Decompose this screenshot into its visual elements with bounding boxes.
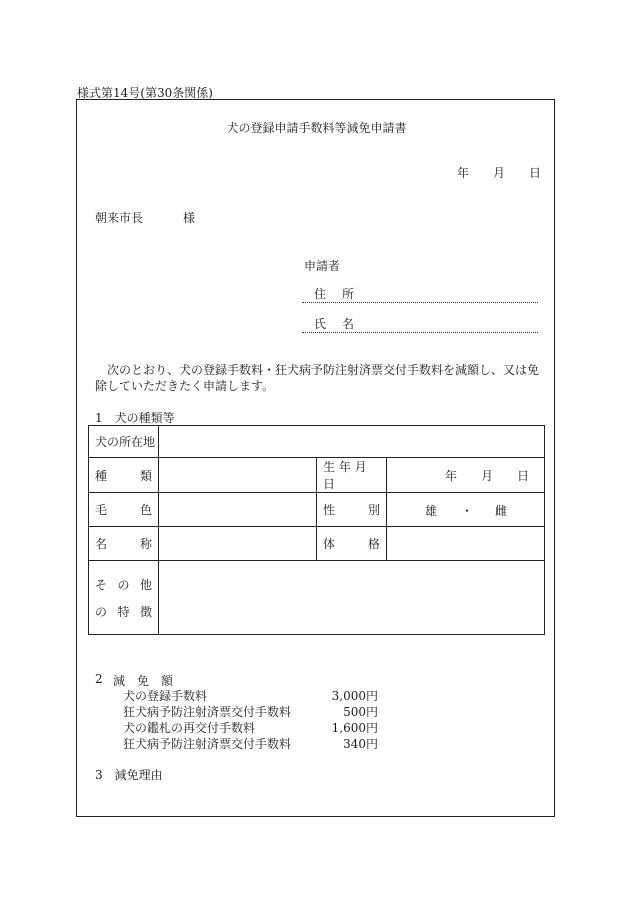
name-label-2: 名 <box>342 317 355 331</box>
coat-label: 毛 色 <box>89 493 159 527</box>
sex-female-option[interactable]: 雌 <box>495 503 508 518</box>
sex-male-option[interactable]: 雄 <box>425 503 438 518</box>
dog-name-value[interactable] <box>159 527 317 561</box>
build-label: 体 格 <box>317 527 387 561</box>
fee-row <box>123 687 378 703</box>
name-label-1: 氏 <box>314 317 327 331</box>
build-value[interactable] <box>387 527 545 561</box>
birth-year-label: 年 <box>445 469 458 483</box>
other-features-value[interactable] <box>159 561 545 635</box>
fee-name: 犬の登録手数料 <box>123 689 208 703</box>
fee-amount: 340円 <box>343 737 378 751</box>
fee-amount: 500円 <box>343 705 378 719</box>
applicant-label: 申請者 <box>304 259 341 273</box>
fee-row <box>123 735 378 751</box>
birth-month-label: 月 <box>481 469 494 483</box>
address-label-1: 住 <box>314 287 327 301</box>
location-value[interactable] <box>159 426 545 458</box>
birth-label: 生 年 月 日 <box>317 458 387 493</box>
fee-name: 狂犬病予防注射済票交付手数料 <box>123 737 292 751</box>
other-features-label: そ の 他 の 特 徴 <box>89 561 159 635</box>
request-statement: 次のとおり、犬の登録手数料・狂犬病予防注射済票交付手数料を減額し、又は免除していただきたく申請します。 <box>95 363 540 393</box>
date-day-label: 日 <box>529 166 542 180</box>
form-frame <box>76 99 555 817</box>
section3-title: 3 減免理由 <box>95 768 163 782</box>
coat-value[interactable] <box>159 493 317 527</box>
fee-name: 狂犬病予防注射済票交付手数料 <box>123 705 292 719</box>
fee-name: 犬の鑑札の再交付手数料 <box>123 721 256 735</box>
sex-options[interactable] <box>387 493 545 527</box>
form-number: 様式第14号(第30条関係) <box>77 86 213 100</box>
breed-value[interactable] <box>159 458 317 493</box>
fee-row <box>123 703 378 719</box>
location-label: 犬の所在地 <box>89 426 159 458</box>
birth-value[interactable] <box>387 458 545 493</box>
section1-title: 1 犬の種類等 <box>95 411 175 425</box>
address-field[interactable] <box>302 284 538 303</box>
date-month-label: 月 <box>493 166 506 180</box>
addressee: 朝来市長 <box>95 211 144 225</box>
form-title: 犬の登録申請手数料等減免申請書 <box>226 121 407 135</box>
sex-label: 性 別 <box>317 493 387 527</box>
date-year-label: 年 <box>457 166 470 180</box>
section2-title: 2 減 免 額 <box>95 672 174 688</box>
dog-info-table <box>88 425 545 635</box>
breed-label: 種 類 <box>89 458 159 493</box>
dog-name-label: 名 称 <box>89 527 159 561</box>
honorific: 様 <box>183 211 196 225</box>
address-label-2: 所 <box>342 287 355 301</box>
fee-row <box>123 719 378 735</box>
name-field[interactable] <box>302 314 538 333</box>
birth-day-label: 日 <box>517 469 530 483</box>
sex-separator: ・ <box>461 503 474 518</box>
fee-amount: 3,000円 <box>331 689 378 703</box>
fee-amount: 1,600円 <box>331 721 378 735</box>
